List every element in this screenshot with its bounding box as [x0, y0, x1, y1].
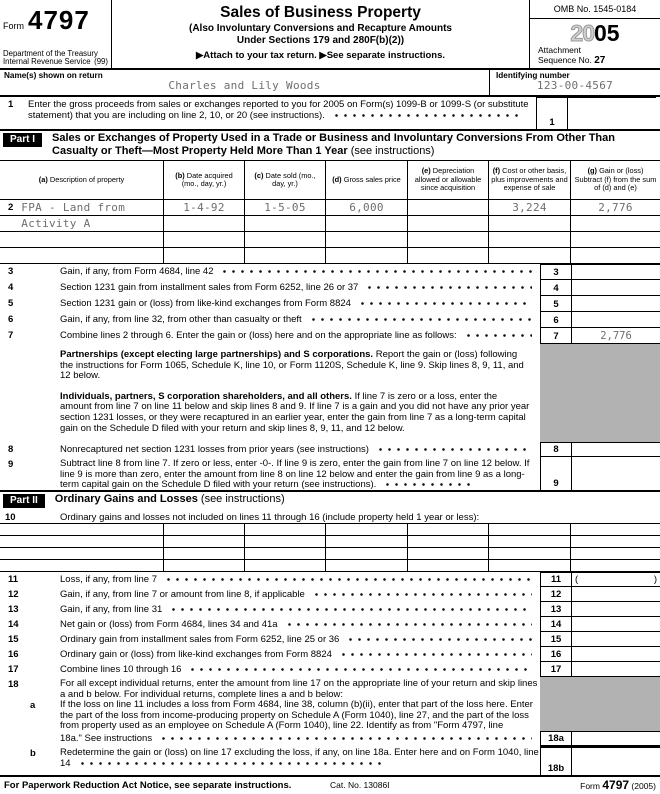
- cell-date-sold[interactable]: [244, 248, 325, 264]
- line-17-row: [0, 662, 660, 677]
- cell-description[interactable]: [0, 524, 163, 536]
- open-paren: (: [575, 574, 579, 585]
- line-18b-letter: b: [30, 748, 36, 759]
- cell-depreciation[interactable]: [407, 560, 488, 572]
- cell-basis[interactable]: [488, 548, 570, 560]
- cell-date-sold[interactable]: [244, 536, 325, 548]
- cell-gain[interactable]: [570, 216, 660, 232]
- line-8-box-number: 8: [540, 442, 572, 457]
- sequence-number: 27: [594, 54, 606, 66]
- cell-depreciation[interactable]: [407, 216, 488, 232]
- line-1-box-number: 1: [536, 97, 568, 129]
- dot-leader: [361, 302, 532, 305]
- dot-leader: [349, 638, 532, 641]
- cell-gross-price[interactable]: [325, 524, 407, 536]
- line-5-box-number: 5: [540, 296, 572, 312]
- line-13-box-number: 13: [540, 602, 572, 617]
- cell-gross-price[interactable]: [325, 548, 407, 560]
- form-subtitle-line2: Under Sections 179 and 280F(b)(2)): [236, 34, 405, 46]
- line-18b-row: [0, 746, 660, 776]
- dot-leader: [162, 737, 532, 740]
- cell-gain[interactable]: [570, 524, 660, 536]
- tax-year: [530, 21, 660, 45]
- line-1-text: [28, 97, 536, 129]
- cell-date-acquired[interactable]: [163, 536, 244, 548]
- line-18a-label-end: 18a." See instructions: [60, 733, 153, 744]
- form-word: Form: [3, 21, 24, 31]
- cell-description[interactable]: [0, 560, 163, 572]
- line-18a-letter: a: [30, 700, 36, 711]
- line-1-amount-field[interactable]: [568, 97, 656, 129]
- col-header-gain: (g) Gain or (loss) Subtract (f) from the sum of (d) and (e): [570, 161, 660, 200]
- cell-basis[interactable]: [488, 560, 570, 572]
- line-10-number: 10: [5, 512, 16, 523]
- line-8-row: [0, 442, 660, 457]
- department-line2: Internal Revenue Service: [3, 57, 91, 67]
- col-header-date-acquired: (b) Date acquired (mo., day, yr.): [163, 161, 244, 200]
- cell-date-acquired[interactable]: [163, 524, 244, 536]
- line-4-row: [0, 280, 660, 296]
- line-18a-text-row: [0, 698, 660, 731]
- line-15-number: 15: [8, 634, 19, 645]
- line-4-amount-field[interactable]: [572, 280, 660, 296]
- attachment-sequence: [530, 45, 660, 67]
- line-12-number: 12: [8, 589, 19, 600]
- name-label: Name(s) shown on return: [4, 71, 103, 80]
- line-18a-entry-row: [0, 731, 660, 746]
- line-15-box-number: 15: [540, 632, 572, 647]
- line-9-text: [60, 457, 540, 490]
- dot-leader: [335, 114, 523, 117]
- cell-date-acquired[interactable]: [163, 232, 244, 248]
- line-6-box-number: 6: [540, 312, 572, 328]
- part-1-bar: [0, 129, 660, 160]
- paperwork-notice: For Paperwork Reduction Act Notice, see separate instructions.: [4, 780, 292, 791]
- part-2-title-note: (see instructions): [200, 493, 285, 505]
- line-9-box-number: 9: [540, 457, 572, 490]
- line-1-number: 1: [8, 99, 14, 110]
- part-2-title: [55, 493, 287, 506]
- line-17-label: Combine lines 10 through 16: [60, 664, 182, 675]
- cell-basis[interactable]: 3,224: [488, 200, 570, 216]
- line-8-amount-field[interactable]: [572, 442, 660, 457]
- line-11-row: [0, 572, 660, 587]
- individuals-paragraph: Individuals, partners, S corporation shareholders, and all others. If line 7 is zero or a loss, enter the amount from line 7 on line 11 below and skip lines 8 and 9. If line 7 is a gain and you did not have any prior year section 1231 losses, or they were recaptured in an earlier year, enter the gain from line 7 as a long-term capital gain on the Schedule D filed with your return and skip lines 8, 9, 11, and 12 below.: [60, 390, 530, 434]
- line-16-number: 16: [8, 649, 19, 660]
- line-13-number: 13: [8, 604, 19, 615]
- cell-date-sold[interactable]: [244, 548, 325, 560]
- line-5-row: [0, 296, 660, 312]
- line-18-number: 18: [8, 679, 19, 690]
- line-16-row: [0, 647, 660, 662]
- dot-leader: [342, 653, 532, 656]
- line-18b-box-number: 18b: [540, 746, 572, 776]
- line-5-label: Section 1231 gain or (loss) from like-kind exchanges from Form 8824: [60, 298, 351, 309]
- cell-description[interactable]: Activity A: [0, 216, 163, 232]
- line-11-number: 11: [8, 574, 19, 585]
- department-block: [3, 50, 109, 67]
- cell-description[interactable]: [0, 248, 163, 264]
- dot-leader: [167, 578, 532, 581]
- shaded-area: [540, 344, 660, 442]
- cell-gross-price[interactable]: [325, 232, 407, 248]
- cell-gain[interactable]: [570, 560, 660, 572]
- table-row: [0, 232, 660, 248]
- table-row: [0, 560, 660, 572]
- instruction-paragraphs: [0, 344, 540, 442]
- line-12-row: [0, 587, 660, 602]
- cell-gain[interactable]: [570, 248, 660, 264]
- line-1-label: Enter the gross proceeds from sales or exchanges reported to you for 2005 on Form(s) 1099-B or 1099-S (or substitute statement) that you are including on line 2, 10, or 20 (see instructions).: [28, 99, 529, 121]
- identifying-number-field[interactable]: 123-00-4567: [536, 79, 614, 92]
- col-header-date-sold: (c) Date sold (mo., day, yr.): [244, 161, 325, 200]
- cell-basis[interactable]: [488, 232, 570, 248]
- line-16-box-number: 16: [540, 647, 572, 662]
- cell-depreciation[interactable]: [407, 548, 488, 560]
- cell-date-acquired[interactable]: [163, 248, 244, 264]
- cell-description[interactable]: [0, 232, 163, 248]
- line-1-rail: [536, 97, 656, 129]
- line-7-instructions-block: [0, 344, 660, 442]
- line-8-number: 8: [8, 444, 14, 455]
- line-11-amount-field[interactable]: [572, 572, 660, 587]
- table-row: [0, 548, 660, 560]
- line-18b-amount-field[interactable]: [572, 746, 660, 776]
- cell-depreciation[interactable]: [407, 232, 488, 248]
- line-18-row: [0, 677, 660, 698]
- shaded-area: [540, 698, 660, 731]
- line-10-row: [0, 510, 660, 523]
- line-7-box-number: 7: [540, 328, 572, 344]
- line-4-number: 4: [8, 282, 14, 293]
- line-13-row: [0, 602, 660, 617]
- line-6-row: [0, 312, 660, 328]
- line-16-amount-field[interactable]: [572, 647, 660, 662]
- cell-date-acquired[interactable]: [163, 216, 244, 232]
- line-17-box-number: 17: [540, 662, 572, 677]
- line-4-box-number: 4: [540, 280, 572, 296]
- line-8-label: Nonrecaptured net section 1231 losses from prior years (see instructions): [60, 444, 369, 455]
- tax-year-suffix: 05: [594, 20, 620, 46]
- line-3-label: Gain, if any, from Form 4684, line 42: [60, 266, 214, 277]
- line-7-number: 7: [8, 330, 14, 341]
- line-1-row: [0, 97, 660, 129]
- dot-leader: [379, 448, 532, 451]
- table-row: [0, 536, 660, 548]
- cell-description[interactable]: 2 FPA - Land from: [0, 200, 163, 216]
- line-6-label: Gain, if any, from line 32, from other than casualty or theft: [60, 314, 302, 325]
- cell-gross-price[interactable]: [325, 248, 407, 264]
- name-field[interactable]: Charles and Lily Woods: [168, 79, 321, 92]
- dot-leader: [386, 483, 472, 486]
- col-header-depreciation: (e) Depreciation allowed or allowable since acquisition: [407, 161, 488, 200]
- dot-leader: [312, 318, 532, 321]
- catalog-number: Cat. No. 13086I: [330, 780, 390, 790]
- dot-leader: [467, 334, 532, 337]
- line-15-row: [0, 632, 660, 647]
- table-row: [0, 524, 660, 536]
- line-15-amount-field[interactable]: [572, 632, 660, 647]
- cell-description[interactable]: [0, 548, 163, 560]
- form-title: Sales of Business Property: [220, 4, 421, 21]
- form-number: 4797: [28, 5, 90, 35]
- col-header-gross-price: (d) Gross sales price: [325, 161, 407, 200]
- part-2-title-bold: Ordinary Gains and Losses: [54, 493, 201, 505]
- part-2-label: Part II: [3, 494, 45, 508]
- col-header-basis: (f) Cost or other basis, plus improvements and expense of sale: [488, 161, 570, 200]
- cell-date-sold[interactable]: [244, 524, 325, 536]
- cell-basis[interactable]: [488, 216, 570, 232]
- dot-leader: [368, 286, 532, 289]
- line-18a-amount-field[interactable]: [572, 731, 660, 746]
- line-15-label: Ordinary gain from installment sales from Form 6252, line 25 or 36: [60, 634, 340, 645]
- table-header-row: [0, 161, 660, 200]
- cell-gross-price[interactable]: [325, 216, 407, 232]
- line-18a-label: If the loss on line 11 includes a loss from Form 4684, line 38, column (b)(ii), enter that part of the loss here. Enter the part of the loss from income-producing property on Schedule A (Form 1040), line 27, and the part of the loss from property used as an employee on Schedule A (Form 1040), line 22. Identify as from "Form 4797, line: [60, 699, 533, 732]
- tax-year-prefix: 20: [570, 20, 594, 46]
- omb-block: [529, 0, 660, 68]
- cell-date-sold[interactable]: 1-5-05: [244, 200, 325, 216]
- cell-depreciation[interactable]: [407, 248, 488, 264]
- line-6-number: 6: [8, 314, 14, 325]
- cell-gain[interactable]: [570, 548, 660, 560]
- cell-gain[interactable]: [570, 232, 660, 248]
- line-9-label: Subtract line 8 from line 7. If zero or less, enter -0-. If line 9 is zero, enter the gain from line 7 on line 12 below. If line 9 is more than zero, enter the amount from line 8 on line 12 below and enter the gain from line 9 as a long-term capital gain on the Schedule D filed with your return (see instructions).: [60, 458, 530, 491]
- part-1-title: [52, 132, 660, 158]
- line-14-box-number: 14: [540, 617, 572, 632]
- line-14-amount-field[interactable]: [572, 617, 660, 632]
- form-footer: [0, 775, 660, 794]
- cell-date-acquired[interactable]: [163, 548, 244, 560]
- identity-row: [0, 70, 660, 97]
- line-14-label: Net gain or (loss) from Form 4684, lines 34 and 41a: [60, 619, 278, 630]
- cell-basis[interactable]: [488, 536, 570, 548]
- omb-number: OMB No. 1545-0184: [530, 0, 660, 19]
- cell-depreciation[interactable]: [407, 200, 488, 216]
- cell-gain[interactable]: [570, 536, 660, 548]
- title-block: [112, 0, 529, 68]
- cell-depreciation[interactable]: [407, 536, 488, 548]
- attachment-label: Attachment: [538, 45, 581, 55]
- line-3-row: [0, 264, 660, 280]
- cell-date-sold[interactable]: [244, 232, 325, 248]
- dot-leader: [315, 593, 532, 596]
- line-17-number: 17: [8, 664, 19, 675]
- line-16-label: Ordinary gain or (loss) from like-kind exchanges from Form 8824: [60, 649, 332, 660]
- line-7-row: [0, 328, 660, 344]
- line-12-label: Gain, if any, from line 7 or amount from line 8, if applicable: [60, 589, 305, 600]
- line-3-amount-field[interactable]: [572, 264, 660, 280]
- dot-leader: [223, 270, 532, 273]
- line-14-number: 14: [8, 619, 19, 630]
- line-9-amount-field[interactable]: [572, 457, 660, 490]
- name-section: [0, 70, 490, 95]
- form-header: [0, 0, 660, 70]
- line-18-label: For all except individual returns, enter the amount from line 17 on the appropriate line of your return and skip lines a and b below. For individual returns, complete lines a and b below:: [60, 678, 538, 700]
- cell-date-acquired[interactable]: [163, 560, 244, 572]
- identifying-number-section: [490, 70, 660, 95]
- table-row: [0, 248, 660, 264]
- part-1-title-note: (see instructions): [350, 145, 435, 157]
- line-11-box-number: 11: [540, 572, 572, 587]
- cell-basis[interactable]: [488, 524, 570, 536]
- col-header-description: (a) Description of property: [0, 161, 163, 200]
- line-14-row: [0, 617, 660, 632]
- line-13-label: Gain, if any, from line 31: [60, 604, 163, 615]
- part-1-label: Part I: [3, 133, 42, 147]
- cell-date-sold[interactable]: [244, 560, 325, 572]
- cell-gain[interactable]: 2,776: [570, 200, 660, 216]
- partnerships-paragraph: Partnerships (except electing large partnerships) and S corporations. Report the gain or (loss) following the instructions for Form 1065, Schedule K, line 10, or Form 1120S, Schedule K, line 9. Skip lines 8, 9, 11, and 12 below.: [60, 349, 524, 382]
- line-17-amount-field[interactable]: [572, 662, 660, 677]
- line-13-amount-field[interactable]: [572, 602, 660, 617]
- dot-leader: [81, 762, 381, 765]
- line-5-number: 5: [8, 298, 14, 309]
- line-3-number: 3: [8, 266, 14, 277]
- sequence-label: Sequence No.: [538, 54, 592, 65]
- department-line1: Department of the Treasury: [3, 48, 98, 58]
- line-18b-label: Redetermine the gain or (loss) on line 17 excluding the loss, if any, on line 18a. Enter here and on Form 1040, line 14: [60, 747, 539, 769]
- cell-basis[interactable]: [488, 248, 570, 264]
- line-6-amount-field[interactable]: [572, 312, 660, 328]
- identifying-number-label: Identifying number: [496, 71, 570, 80]
- table-row: [0, 200, 660, 216]
- form-subtitle-line1: (Also Involuntary Conversions and Recapture Amounts: [188, 23, 452, 34]
- form-number-block: [0, 0, 112, 68]
- cell-gross-price[interactable]: 6,000: [325, 200, 407, 216]
- line-4-label: Section 1231 gain from installment sales from Form 6252, line 26 or 37: [60, 282, 359, 293]
- line-5-amount-field[interactable]: [572, 296, 660, 312]
- line-12-box-number: 12: [540, 587, 572, 602]
- dot-leader: [191, 668, 532, 671]
- line-12-amount-field[interactable]: [572, 587, 660, 602]
- line-9-number: 9: [8, 459, 14, 470]
- footer-form-id: Form 4797 (2005): [580, 777, 656, 792]
- line-7-label: Combine lines 2 through 6. Enter the gain or (loss) here and on the appropriate line as follows:: [60, 330, 457, 341]
- line-11-label: Loss, if any, from line 7: [60, 574, 157, 585]
- attach-instructions: ▶Attach to your tax return. ▶See separate instructions.: [195, 50, 445, 61]
- cell-gross-price[interactable]: [325, 560, 407, 572]
- close-paren: ): [653, 574, 657, 585]
- cell-depreciation[interactable]: [407, 524, 488, 536]
- line-9-row: [0, 457, 660, 490]
- table-row: [0, 216, 660, 232]
- dot-leader: [288, 623, 532, 626]
- line-3-box-number: 3: [540, 264, 572, 280]
- department-note: (99): [94, 57, 108, 67]
- property-table: [0, 160, 660, 264]
- dot-leader: [172, 608, 532, 611]
- ordinary-gains-table: [0, 523, 660, 572]
- line-18a-box-number: 18a: [540, 731, 572, 746]
- line-10-label: Ordinary gains and losses not included on lines 11 through 16 (include property held 1 year or less):: [60, 512, 480, 523]
- cell-date-sold[interactable]: [244, 216, 325, 232]
- cell-description[interactable]: [0, 536, 163, 548]
- part-1-title-bold: Sales or Exchanges of Property Used in a Trade or Business and Involuntary Conversions From Other Than Casualty or Theft—Most Property Held More Than 1 Year: [52, 132, 615, 157]
- cell-date-acquired[interactable]: 1-4-92: [163, 200, 244, 216]
- line-18a-spacer: [0, 731, 60, 746]
- line-7-amount-field[interactable]: 2,776: [572, 328, 660, 344]
- cell-gross-price[interactable]: [325, 536, 407, 548]
- part-2-bar: [0, 490, 660, 510]
- shaded-area: [540, 677, 660, 698]
